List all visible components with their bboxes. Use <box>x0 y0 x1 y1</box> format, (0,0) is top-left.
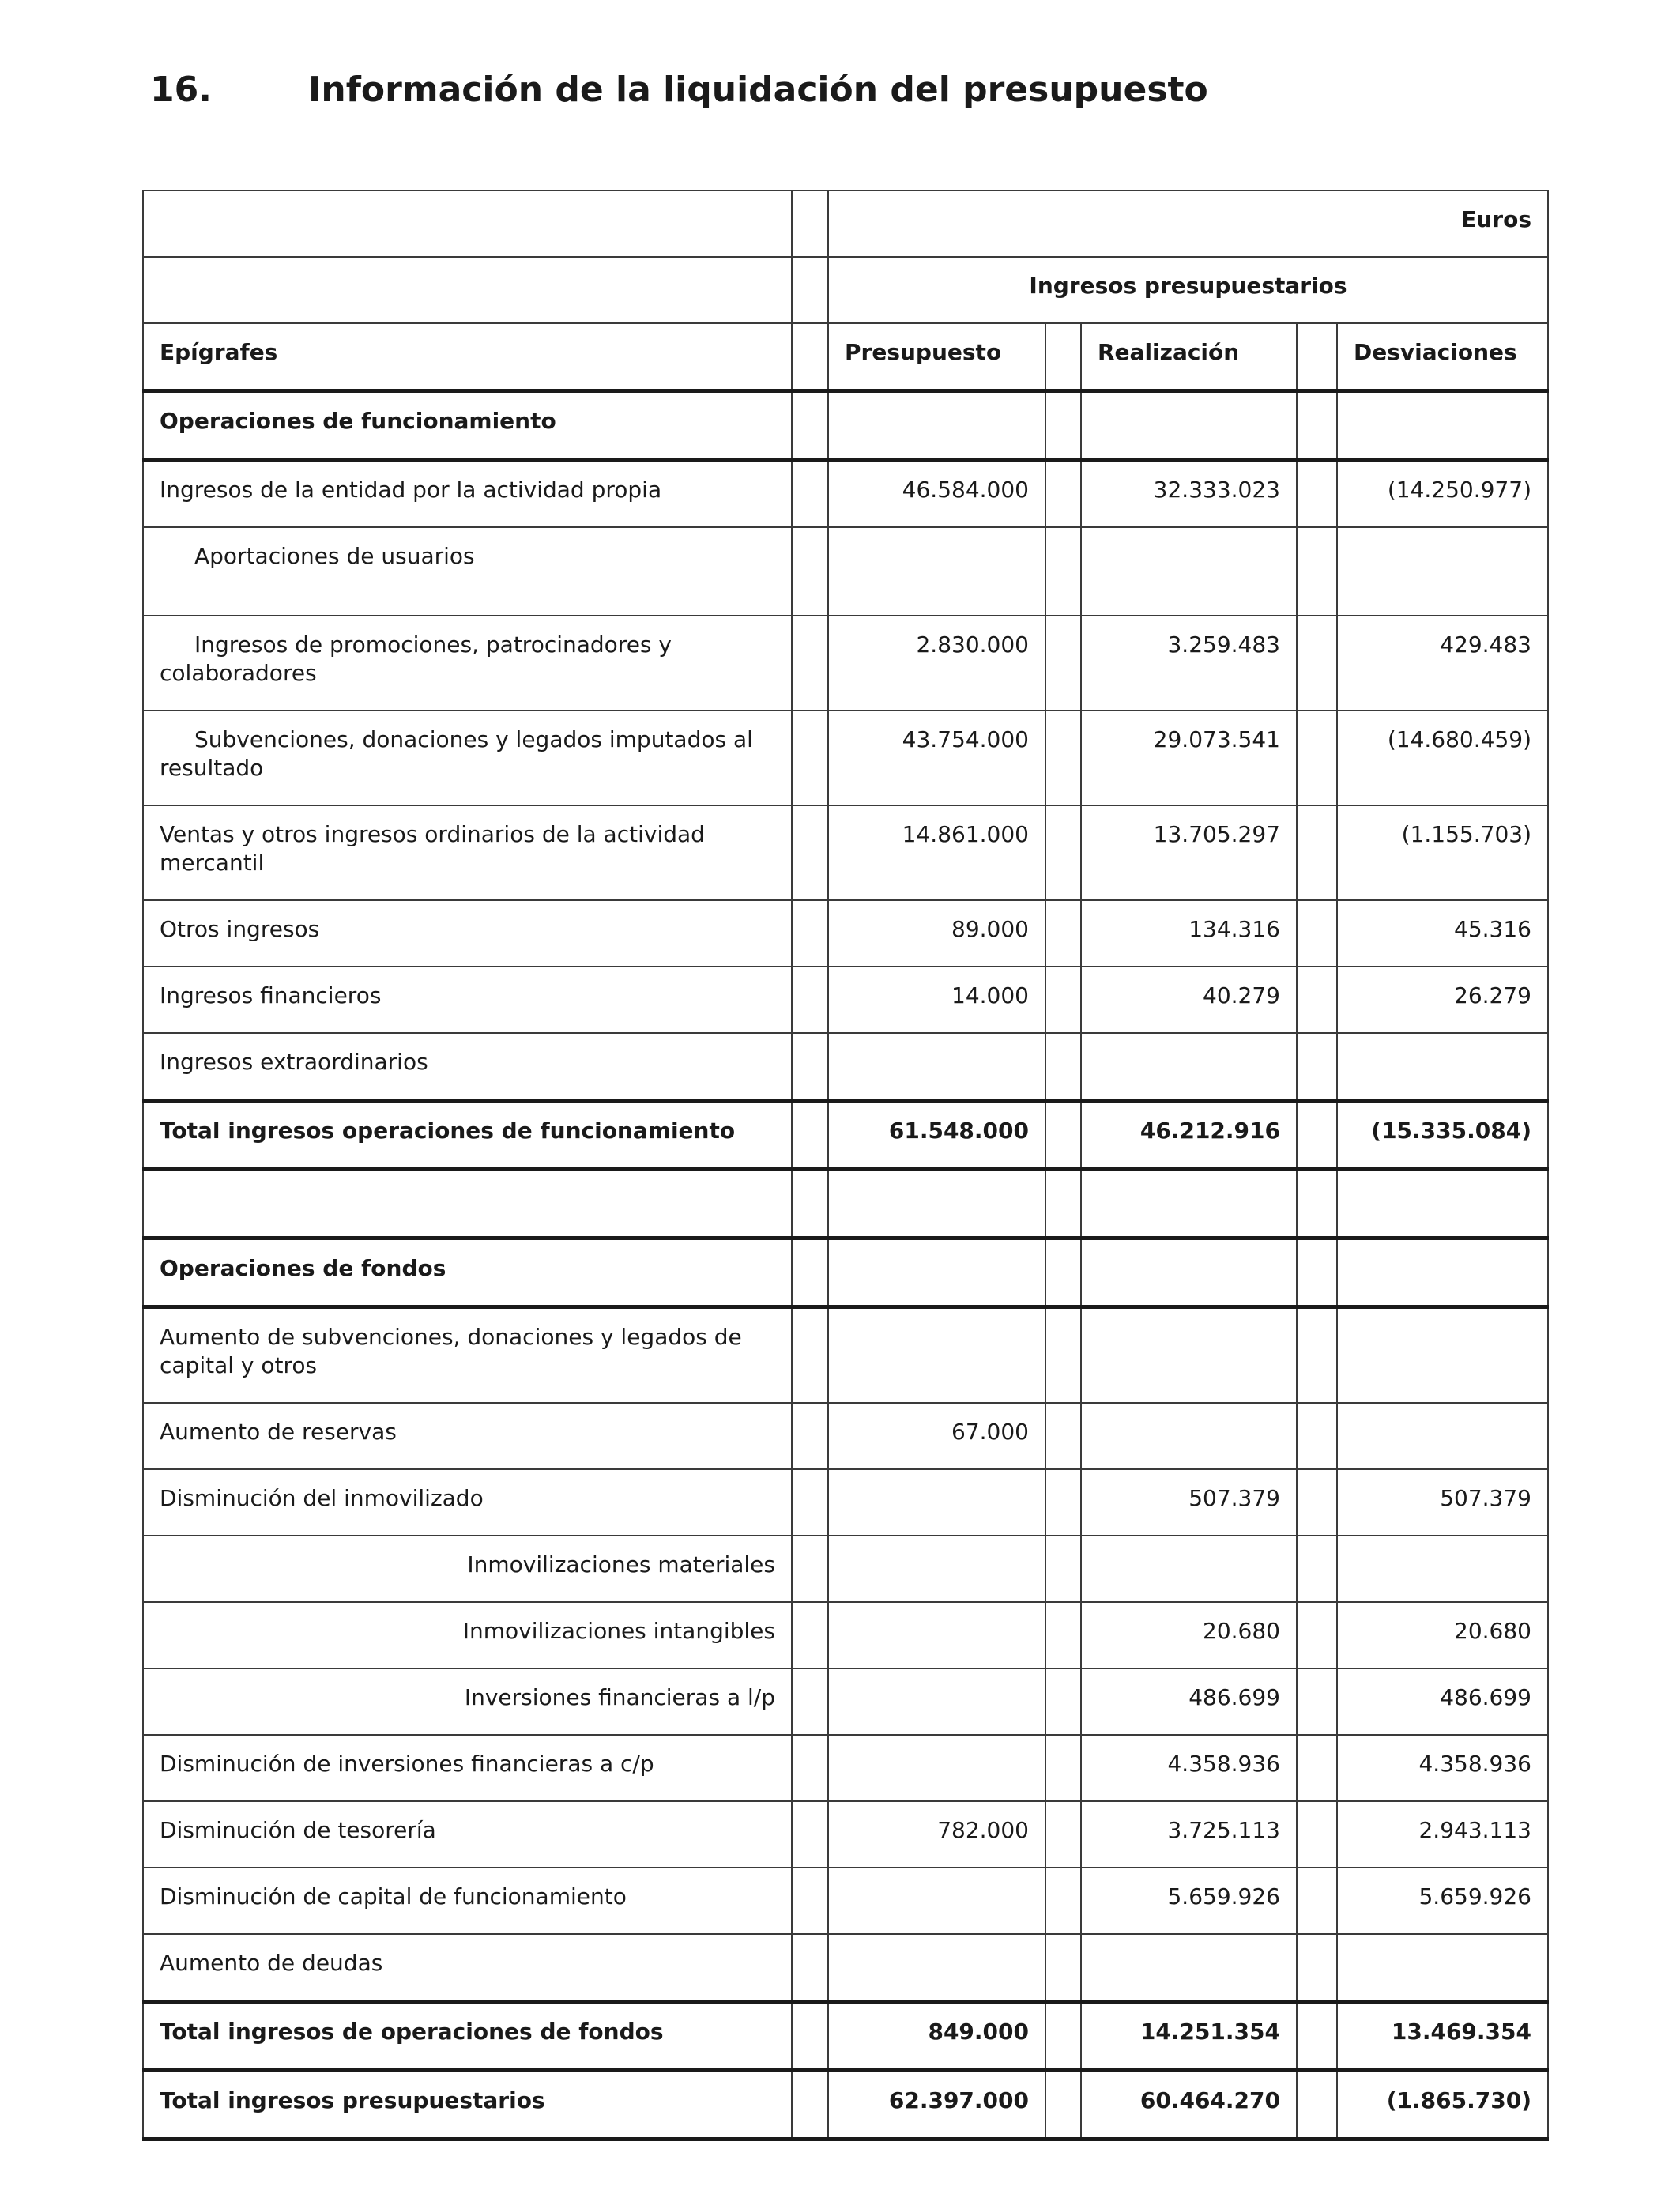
col-header-actual: Realización <box>1081 323 1297 391</box>
section-header-row <box>143 1238 1548 1307</box>
row-label: Subvenciones, donaciones y legados imputados al resultado <box>143 711 792 805</box>
table-row <box>143 1307 1548 1404</box>
row-label: Aumento de reservas <box>143 1403 792 1469</box>
actual-cell <box>1081 1403 1297 1469</box>
deviation-cell: 5.659.926 <box>1337 1868 1548 1934</box>
actual-cell <box>1081 1934 1297 2002</box>
deviation-cell: (14.250.977) <box>1337 460 1548 528</box>
total-row <box>143 1101 1548 1170</box>
col-header-deviation: Desviaciones <box>1337 323 1548 391</box>
row-label: Ingresos financieros <box>143 967 792 1033</box>
row-label: Disminución de tesorería <box>143 1801 792 1868</box>
actual-cell: 13.705.297 <box>1081 805 1297 900</box>
section-title: Operaciones de fondos <box>143 1238 792 1307</box>
actual-cell: 32.333.023 <box>1081 460 1297 528</box>
deviation-cell <box>1337 1934 1548 2002</box>
deviation-cell <box>1337 1536 1548 1602</box>
budget-cell <box>828 1934 1045 2002</box>
table-row <box>143 1868 1548 1934</box>
budget-cell: 46.584.000 <box>828 460 1045 528</box>
budget-cell <box>828 1469 1045 1536</box>
row-label: Aportaciones de usuarios <box>194 543 475 569</box>
budget-cell <box>828 1668 1045 1735</box>
budget-cell: 14.861.000 <box>828 805 1045 900</box>
column-header-row <box>143 323 1548 391</box>
grand-total-label: Total ingresos presupuestarios <box>143 2071 792 2139</box>
deviation-cell: (1.155.703) <box>1337 805 1548 900</box>
row-label: Disminución de capital de funcionamiento <box>143 1868 792 1934</box>
budget-cell: 43.754.000 <box>828 711 1045 805</box>
total-budget: 849.000 <box>828 2002 1045 2071</box>
budget-cell: 67.000 <box>828 1403 1045 1469</box>
deviation-cell <box>1337 1403 1548 1469</box>
actual-cell <box>1081 1307 1297 1404</box>
actual-cell: 20.680 <box>1081 1602 1297 1668</box>
deviation-cell: 2.943.113 <box>1337 1801 1548 1868</box>
row-label: Ventas y otros ingresos ordinarios de la actividad mercantil <box>143 805 792 900</box>
row-label: Disminución del inmovilizado <box>143 1469 792 1536</box>
grand-total-row <box>143 2071 1548 2139</box>
table-row <box>143 1801 1548 1868</box>
section-number: 16. <box>150 70 212 110</box>
actual-cell: 3.259.483 <box>1081 616 1297 711</box>
table-row <box>143 1668 1548 1735</box>
row-label: Aumento de subvenciones, donaciones y legados de capital y otros <box>143 1307 792 1404</box>
row-label: Disminución de inversiones financieras a c/p <box>143 1735 792 1801</box>
deviation-cell <box>1337 527 1548 616</box>
budget-cell <box>828 527 1045 616</box>
table-row <box>143 616 1548 711</box>
budget-cell <box>828 1868 1045 1934</box>
budget-cell <box>828 1307 1045 1404</box>
table-row <box>143 711 1548 805</box>
budget-cell: 782.000 <box>828 1801 1045 1868</box>
table-row <box>143 1602 1548 1668</box>
grand-total-deviation: (1.865.730) <box>1337 2071 1548 2139</box>
page-heading <box>150 70 1208 110</box>
budget-cell: 14.000 <box>828 967 1045 1033</box>
table-row <box>143 1469 1548 1536</box>
total-budget: 61.548.000 <box>828 1101 1045 1170</box>
deviation-cell: 20.680 <box>1337 1602 1548 1668</box>
budget-cell: 2.830.000 <box>828 616 1045 711</box>
actual-cell: 3.725.113 <box>1081 1801 1297 1868</box>
deviation-cell: 486.699 <box>1337 1668 1548 1735</box>
table-row <box>143 967 1548 1033</box>
table-row <box>143 900 1548 967</box>
actual-cell <box>1081 527 1297 616</box>
actual-cell: 486.699 <box>1081 1668 1297 1735</box>
row-label: Ingresos de la entidad por la actividad propia <box>143 460 792 528</box>
budget-cell <box>828 1033 1045 1101</box>
deviation-cell <box>1337 1307 1548 1404</box>
row-label: Ingresos de promociones, patrocinadores y colaboradores <box>143 616 792 711</box>
currency-row <box>143 190 1548 257</box>
deviation-cell <box>1337 1033 1548 1101</box>
actual-cell: 134.316 <box>1081 900 1297 967</box>
section-title: Información de la liquidación del presupuesto <box>308 70 1208 110</box>
actual-cell: 40.279 <box>1081 967 1297 1033</box>
section-header-row <box>143 391 1548 460</box>
total-deviation: (15.335.084) <box>1337 1101 1548 1170</box>
currency-label: Euros <box>828 190 1548 257</box>
table-row <box>143 460 1548 528</box>
total-label: Total ingresos de operaciones de fondos <box>143 2002 792 2071</box>
table-row <box>143 805 1548 900</box>
actual-cell <box>1081 1536 1297 1602</box>
group-header: Ingresos presupuestarios <box>828 257 1548 323</box>
total-row <box>143 2002 1548 2071</box>
grand-total-budget: 62.397.000 <box>828 2071 1045 2139</box>
row-label: Inmovilizaciones intangibles <box>143 1602 792 1668</box>
section-title: Operaciones de funcionamiento <box>143 391 792 460</box>
budget-liquidation-table <box>142 190 1549 2141</box>
deviation-cell: 45.316 <box>1337 900 1548 967</box>
budget-cell <box>828 1602 1045 1668</box>
budget-cell: 89.000 <box>828 900 1045 967</box>
row-label: Inmovilizaciones materiales <box>143 1536 792 1602</box>
row-label: Aumento de deudas <box>143 1934 792 2002</box>
actual-cell: 5.659.926 <box>1081 1868 1297 1934</box>
group-header-row <box>143 257 1548 323</box>
deviation-cell: 507.379 <box>1337 1469 1548 1536</box>
budget-cell <box>828 1735 1045 1801</box>
actual-cell: 29.073.541 <box>1081 711 1297 805</box>
grand-total-actual: 60.464.270 <box>1081 2071 1297 2139</box>
deviation-cell: 4.358.936 <box>1337 1735 1548 1801</box>
total-actual: 14.251.354 <box>1081 2002 1297 2071</box>
col-header-budget: Presupuesto <box>828 323 1045 391</box>
table-row <box>143 1735 1548 1801</box>
actual-cell: 507.379 <box>1081 1469 1297 1536</box>
budget-cell <box>828 1536 1045 1602</box>
total-actual: 46.212.916 <box>1081 1101 1297 1170</box>
total-deviation: 13.469.354 <box>1337 2002 1548 2071</box>
actual-cell: 4.358.936 <box>1081 1735 1297 1801</box>
deviation-cell: 26.279 <box>1337 967 1548 1033</box>
actual-cell <box>1081 1033 1297 1101</box>
table-row <box>143 1536 1548 1602</box>
spacer-row <box>143 1170 1548 1238</box>
row-label: Otros ingresos <box>143 900 792 967</box>
total-label: Total ingresos operaciones de funcionamiento <box>143 1101 792 1170</box>
col-header-label: Epígrafes <box>143 323 792 391</box>
row-label: Ingresos extraordinarios <box>143 1033 792 1101</box>
table-row <box>143 1033 1548 1101</box>
deviation-cell: 429.483 <box>1337 616 1548 711</box>
table-row <box>143 527 1548 616</box>
row-label: Inversiones financieras a l/p <box>143 1668 792 1735</box>
table-row <box>143 1403 1548 1469</box>
deviation-cell: (14.680.459) <box>1337 711 1548 805</box>
table-row <box>143 1934 1548 2002</box>
